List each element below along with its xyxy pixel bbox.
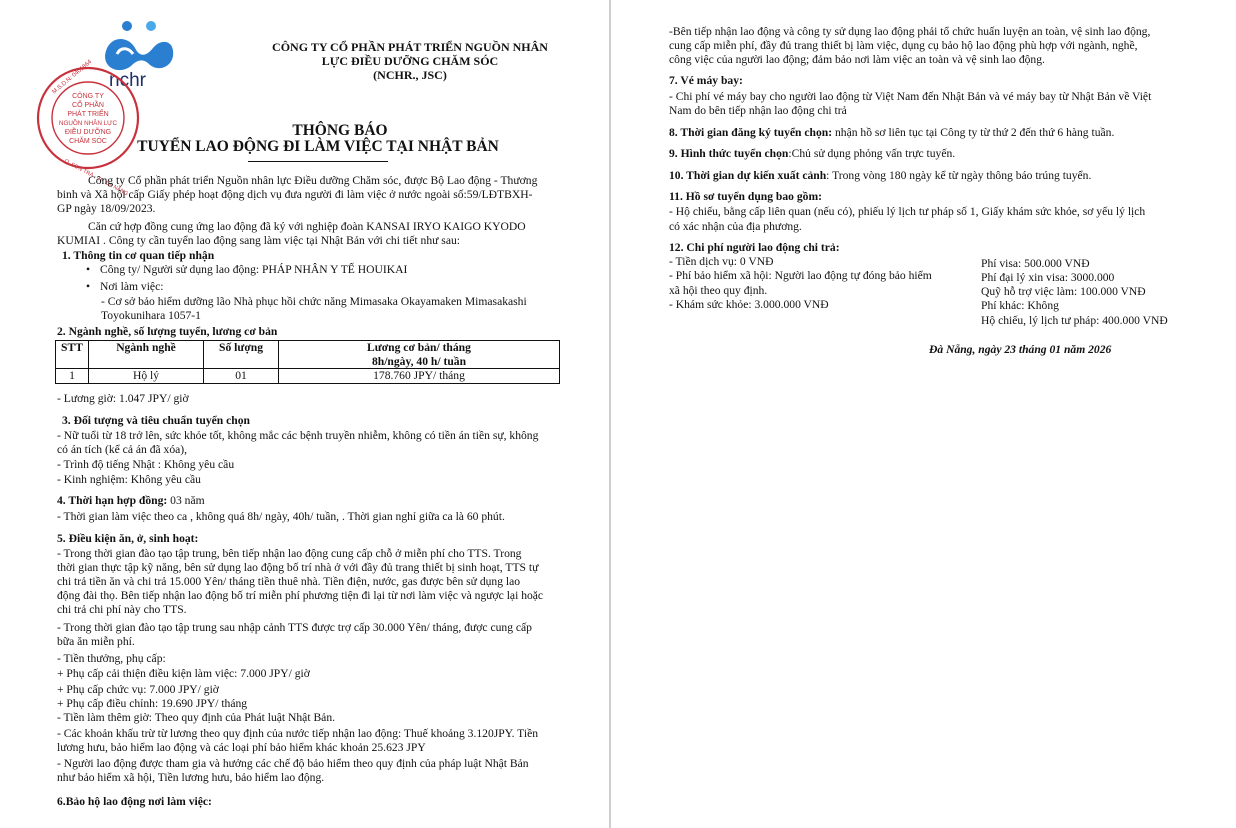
section-11-heading: 11. Hồ sơ tuyển dụng bao gồm:	[669, 190, 822, 203]
title-underline	[248, 161, 388, 162]
living-line: chi trả chi phí này cho TTS.	[57, 603, 187, 616]
section-4-heading	[57, 494, 205, 508]
header-salary-line-2: 8h/ngày, 40 h/ tuần	[371, 354, 467, 368]
section-3-heading: 3. Đối tượng và tiêu chuẩn tuyển chọn	[62, 414, 250, 427]
cell-stt: 1	[56, 369, 89, 384]
section-6-heading: 6.Bảo hộ lao động nơi làm việc:	[57, 795, 212, 808]
svg-text:PHÁT TRIỂN: PHÁT TRIỂN	[67, 111, 109, 118]
fee-line: - Tiền dịch vụ: 0 VNĐ	[669, 255, 774, 268]
section-7-heading: 7. Vé máy bay:	[669, 74, 743, 87]
header-salary-line-1: Lương cơ bản/ tháng	[367, 341, 471, 354]
section-10-line	[669, 169, 1229, 183]
living-line: bữa ăn miễn phí.	[57, 635, 135, 648]
living-line: thời gian thực tập kỹ năng, bên sử dụng lao động bố trí nhà ở với đầy đủ trang thiết bị sinh hoạt, TTS tự	[57, 561, 539, 574]
cell-salary: 178.760 JPY/ tháng	[279, 369, 560, 384]
notice-title: THÔNG BÁO	[292, 122, 388, 139]
section-2-heading: 2. Ngành nghề, số lượng tuyển, lương cơ bản	[57, 325, 278, 338]
workplace-item: • Nơi làm việc:	[100, 280, 163, 294]
insurance-line: như bảo hiểm xã hội, Tiền lương hưu, bảo hiểm lao động.	[57, 771, 325, 784]
header-job: Ngành nghề	[89, 341, 204, 369]
deduction-line: - Các khoản khấu trừ từ lương theo quy định của nước tiếp nhận lao động: Thuế khoảng 3.120JPY. Tiền	[57, 727, 539, 740]
table-header-row	[56, 341, 560, 369]
allowance-line: + Phụ cấp cải thiện điều kiện làm việc: 7.000 JPY/ giờ	[57, 667, 310, 680]
allowance-heading: - Tiền thưởng, phụ cấp:	[57, 652, 166, 665]
criteria-line: - Trình độ tiếng Nhật : Không yêu cầu	[57, 458, 235, 471]
issue-date: Đà Nẵng, ngày 23 tháng 01 năm 2026	[929, 343, 1112, 356]
section-5-heading: 5. Điều kiện ăn, ở, sinh hoạt:	[57, 532, 199, 545]
safety-line: cung cấp miễn phí, đầy đủ trang thiết bị làm việc, dụng cụ bảo hộ lao động phù hợp với ngành, nghề,	[669, 39, 1138, 52]
fee-line-right: Phí khác: Không	[981, 299, 1059, 312]
intro-line: Công ty Cổ phần phát triển Nguồn nhân lực Điều dưỡng Chăm sóc, được Bộ Lao động - Thương	[88, 174, 538, 187]
registration-label: 8. Thời gian đăng ký tuyển chọn:	[669, 126, 833, 139]
document-page-right	[611, 0, 1236, 828]
hourly-wage: - Lương giờ: 1.047 JPY/ giờ	[57, 392, 189, 405]
svg-text:ĐIỀU DƯỠNG: ĐIỀU DƯỠNG	[64, 129, 112, 136]
fee-line: xã hội theo quy định.	[669, 284, 768, 297]
svg-text:CÔNG TY: CÔNG TY	[72, 93, 104, 100]
overtime-line: - Tiền làm thêm giờ: Theo quy định của Phát luật Nhật Bản.	[57, 711, 336, 724]
header-quantity: Số lượng	[204, 341, 279, 369]
section-12-heading: 12. Chi phí người lao động chi trả:	[669, 241, 840, 254]
departure-label: 10. Thời gian dự kiến xuất cảnh	[669, 169, 827, 182]
fee-line-right: Phí visa: 500.000 VNĐ	[981, 257, 1090, 270]
header-salary	[279, 341, 560, 369]
company-name-line-1: CÔNG TY CỔ PHẦN PHÁT TRIỂN NGUỒN NHÂN	[272, 40, 548, 54]
notice-subtitle: TUYỂN LAO ĐỘNG ĐI LÀM VIỆC TẠI NHẬT BẢN	[137, 138, 499, 155]
deduction-line: lương hưu, bảo hiểm lao động và các loại phí bảo hiểm khác khoản 25.623 JPY	[57, 741, 426, 754]
insurance-line: - Người lao động được tham gia và hưởng các chế độ bảo hiểm theo quy định của pháp luật Nhật Bản	[57, 757, 529, 770]
intro-line: KUMIAI . Công ty cần tuyển lao động sang làm việc tại Nhật Bản với chi tiết như sau:	[57, 234, 460, 247]
workplace-address: Toyokunihara 1057-1	[101, 309, 201, 322]
criteria-line: có án tích (kể cả án đã xóa),	[57, 443, 188, 456]
safety-line: -Bên tiếp nhận lao động và công ty sử dụng lao động phải tổ chức huấn luyện an toàn, vệ sinh lao động,	[669, 25, 1151, 38]
svg-text:NGUỒN NHÂN LỰC: NGUỒN NHÂN LỰC	[58, 120, 118, 127]
documents-line: có xác nhận của địa phương.	[669, 220, 802, 233]
living-line: - Trong thời gian đào tạo tập trung sau nhập cảnh TTS được trợ cấp 30.000 Yên/ tháng, được cung cấp	[57, 621, 532, 634]
cell-quantity: 01	[204, 369, 279, 384]
documents-line: - Hộ chiếu, bằng cấp liên quan (nếu có), phiếu lý lịch tư pháp số 1, Giấy khám sức khỏe, sơ yếu lý lịch	[669, 205, 1146, 218]
intro-line: GP ngày 18/09/2023.	[57, 202, 156, 215]
allowance-line: + Phụ cấp chức vụ: 7.000 JPY/ giờ	[57, 683, 219, 696]
fee-line: - Khám sức khỏe: 3.000.000 VNĐ	[669, 298, 829, 311]
section-9-line	[669, 147, 1229, 161]
fee-line-right: Quỹ hỗ trợ việc làm: 100.000 VNĐ	[981, 285, 1146, 298]
company-name-line-2: LỰC ĐIỀU DƯỠNG CHĂM SÓC	[321, 54, 499, 68]
selection-method-label: 9. Hình thức tuyển chọn	[669, 147, 789, 160]
intro-line: binh và Xã hội cấp Giấy phép hoạt động dịch vụ đưa người đi làm việc ở nước ngoài số:59/LĐTBXH-	[57, 188, 533, 201]
airfare-line: - Chi phí vé máy bay cho người lao động từ Việt Nam đến Nhật Bản và vé máy bay từ Nhật Bản về Việt	[669, 90, 1152, 103]
job-table	[55, 340, 560, 384]
living-line: chi trả tiền ăn và chi trả 15.000 Yên/ tháng tiền thuê nhà. Tiền điện, nước, gas được bên sử dụng lao	[57, 575, 521, 588]
section-8-line	[669, 126, 1229, 140]
cell-job: Hộ lý	[89, 369, 204, 384]
contract-term-label: 4. Thời hạn hợp đồng:	[57, 494, 168, 507]
svg-text:CỔ PHẦN: CỔ PHẦN	[72, 102, 104, 109]
fee-line: - Phí bảo hiểm xã hội: Người lao động tự đóng bảo hiểm	[669, 269, 932, 282]
living-line: - Trong thời gian đào tạo tập trung, bên tiếp nhận lao động cung cấp chỗ ở miễn phí cho TTS. Trong	[57, 547, 522, 560]
section-1-heading: 1. Thông tin cơ quan tiếp nhận	[62, 249, 215, 262]
fee-line-right: Phí đại lý xin visa: 3000.000	[981, 271, 1115, 284]
registration-value: nhận hồ sơ liên tục tại Công ty từ thứ 2 đến thứ 6 hàng tuần.	[832, 126, 1115, 139]
fee-line-right: Hộ chiếu, lý lịch tư pháp: 400.000 VNĐ	[981, 314, 1168, 327]
svg-text:nchr: nchr	[109, 70, 146, 91]
contract-term-value: 03 năm	[170, 494, 205, 507]
criteria-line: - Nữ tuổi từ 18 trở lên, sức khỏe tốt, không mắc các bệnh truyền nhiễm, không có tiền án tiền sự, không	[57, 429, 539, 442]
intro-line: Căn cứ hợp đồng cung ứng lao động đã ký với nghiệp đoàn KANSAI IRYO KAIGO KYODO	[88, 220, 526, 233]
selection-method-value: :Chủ sử dụng phỏng vấn trực tuyến.	[788, 147, 956, 160]
header-stt: STT	[56, 341, 89, 369]
svg-text:M.S.D.N: 0401864: M.S.D.N: 0401864	[51, 59, 94, 96]
svg-text:Q. SƠN TRÀ - TP. ĐÀ NẴNG: Q. SƠN TRÀ - TP. ĐÀ NẴNG	[63, 158, 129, 198]
company-name-line-3: (NCHR., JSC)	[373, 68, 447, 82]
airfare-line: Nam do bên tiếp nhận lao động chi trả	[669, 104, 847, 117]
employer-item: • Công ty/ Người sử dụng lao động: PHÁP NHÂN Y TẾ HOUIKAI	[100, 263, 407, 277]
document-page-left	[0, 0, 610, 828]
work-hours-line: - Thời gian làm việc theo ca , không quá 8h/ ngày, 40h/ tuần, . Thời gian nghỉ giữa ca là 60 phút.	[57, 510, 505, 523]
living-line: động đài thọ. Bên tiếp nhận lao động bố trí miễn phí phương tiện đi lại từ nơi làm việc và ngược lại hoặc	[57, 589, 544, 602]
safety-line: công việc của người lao động; đảm bảo nơi làm việc an toàn và vệ sinh lao động.	[669, 53, 1045, 66]
allowance-line: + Phụ cấp điều chỉnh: 19.690 JPY/ tháng	[57, 697, 248, 710]
criteria-line: - Kinh nghiệm: Không yêu cầu	[57, 473, 201, 486]
table-row	[56, 369, 560, 384]
svg-text:CHĂM SÓC: CHĂM SÓC	[69, 138, 107, 145]
workplace-address: - Cơ sở bảo hiểm dưỡng lão Nhà phục hồi chức năng Mimasaka Okayamaken Mimasakashi	[101, 295, 527, 308]
departure-value: : Trong vòng 180 ngày kể từ ngày thông báo trúng tuyển.	[826, 169, 1092, 182]
